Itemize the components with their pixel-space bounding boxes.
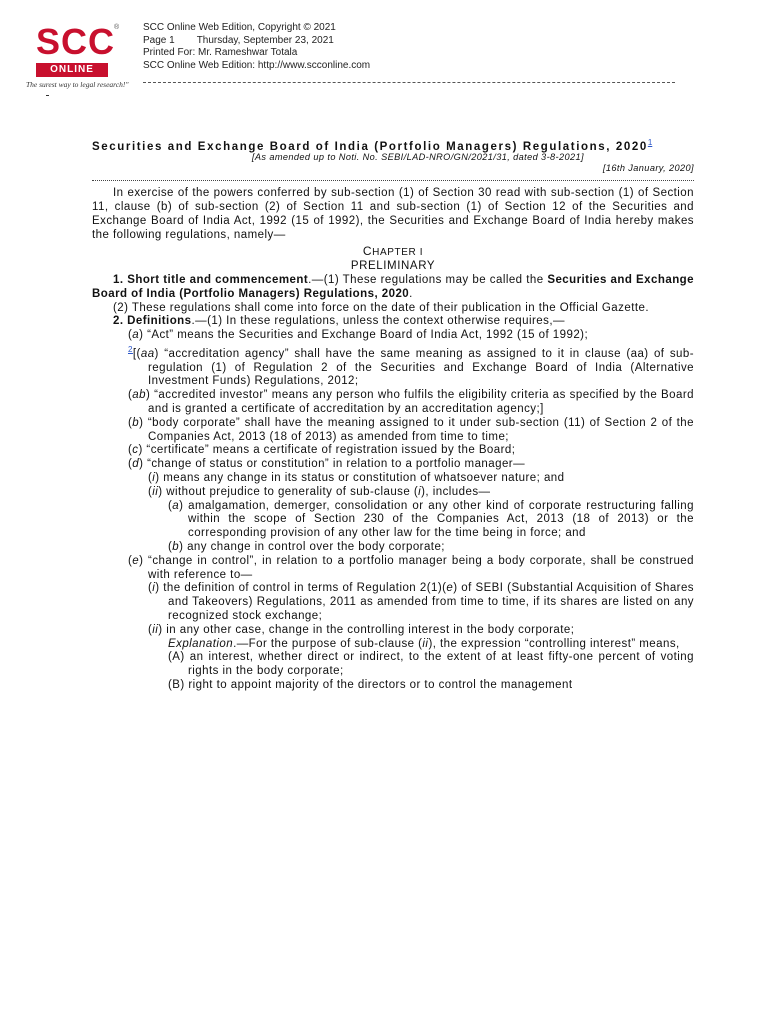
logo-registered-mark: ® (114, 24, 120, 31)
clause-d-ii-b: (b) any change in control over the body corporate; (168, 540, 445, 553)
clause-e-ii: (ii) in any other case, change in the controlling interest in the body corporate; (148, 623, 575, 636)
document-body (92, 136, 694, 693)
clause-e-i: (i) the definition of control in terms of Regulation 2(1)(e) of SEBI (Substantial Acquisition of Shares and Takeovers) Regulations, 2011 as amended from time to time, if its shares are listed on any recognized stock exchange; (148, 582, 694, 622)
clause-d-ii: (ii) without prejudice to generality of sub-clause (i), includes— (148, 485, 491, 498)
chapter-heading: PRELIMINARY (350, 260, 436, 273)
clause-c: (c) “certificate” means a certificate of registration issued by the Board; (128, 444, 516, 457)
explanation-item-a: (A) an interest, whether direct or indirect, to the extent of at least fifty-one percent of voting rights in the body corporate; (168, 651, 694, 678)
scc-online-logo (26, 22, 130, 94)
section-1-sub-2: (2) These regulations shall come into force on the date of their publication in the Official Gazette. (113, 301, 649, 314)
preamble: In exercise of the powers conferred by sub-section (1) of Section 30 read with sub-section (1) of Section 11, clause (b) of sub-section (2) of Section 11 and sub-section (1) of Section 12 of the Securities and Exchange Board of India Act, 1992 (15 of 1992), the Securities and Exchange Board of India hereby makes the following regulations, namely— (92, 187, 694, 241)
explanation-item-b: (B) right to appoint majority of the directors or to control the management (168, 678, 573, 691)
section-2-heading: 2. Definitions (113, 315, 192, 328)
logo-tagline: The surest way to legal research!" (26, 80, 129, 89)
copyright-line: SCC Online Web Edition, Copyright © 2021 (143, 22, 336, 33)
clause-b: (b) “body corporate” shall have the meaning assigned to it under sub-section (11) of Section 2 of the Companies Act, 2013 (18 of 2013) as amended from time to time; (128, 416, 694, 443)
web-edition-line: SCC Online Web Edition: http://www.scconline.com (143, 59, 371, 71)
clause-d-i: (i) means any change in its status or constitution of whatsoever nature; and (148, 471, 565, 484)
clause-a: (a) “Act” means the Securities and Exchange Board of India Act, 1992 (15 of 1992); (128, 329, 589, 342)
print-header (143, 22, 370, 72)
clause-aa: $^2$[(aa) “accreditation agency” shall have the same meaning as assigned to it in clause (aa) of sub-regulation (1) of Regulation 2 of the Securities and Exchange Board of India (Alternative Investment Funds) Regulations, 2012; (128, 344, 694, 388)
print-date: Thursday, September 23, 2021 (196, 34, 334, 46)
page-number: Page 1 (143, 34, 175, 46)
section-2: 2. Definitions.—(1) In these regulations, unless the context otherwise requires,— (113, 315, 565, 328)
chapter-label: CHAPTER I (362, 244, 424, 259)
clause-d-ii-a: (a) amalgamation, demerger, consolidation or any other kind of corporate restructuring falling within the scope of Section 230 of the Companies Act, 2013 (18 of 2013) or the corresponding provision of any other law for the time being in force; and (168, 499, 694, 540)
page-line (143, 35, 370, 48)
margin-mark (46, 95, 49, 96)
footnote-2-link[interactable]: 2 (128, 344, 133, 354)
regulation-date: [16th January, 2020] (602, 163, 694, 174)
explanation: Explanation.—For the purpose of sub-clause (ii), the expression “controlling interest” means, (168, 637, 680, 650)
amendment-note: [As amended up to Noti. No. SEBI/LAD-NRO/GN/2021/31, dated 3-8-2021] (251, 151, 584, 162)
dotted-separator (92, 180, 694, 181)
header-divider (143, 82, 675, 83)
printed-for-line: Printed For: Mr. Rameshwar Totala (143, 47, 298, 58)
section-1-bold-title: Securities and Exchange Board of India (Portfolio Managers) Regulations, 2020 (92, 274, 694, 300)
logo-text: SCC (36, 21, 116, 62)
section-1-heading: 1. Short title and commencement (113, 274, 309, 286)
title-footnote-link[interactable]: 1 (647, 138, 653, 147)
title-text: Securities and Exchange Board of India (Portfolio Managers) Regulations, 2020 (92, 140, 648, 153)
clause-ab: (ab) “accredited investor” means any person who fulfils the eligibility criteria as specified by the Board and is granted a certificate of accreditation by an accreditation agency;] (128, 389, 694, 415)
clause-e: (e) “change in control”, in relation to a portfolio manager being a body corporate, shall be construed with reference to— (128, 554, 694, 581)
section-1: 1. Short title and commencement.—(1) These regulations may be called the Securities and Exchange Board of India (Portfolio Managers) Regulations, 2020. (92, 274, 694, 300)
logo-subtitle: ONLINE (36, 63, 108, 77)
clause-d: (d) “change of status or constitution” in relation to a portfolio manager— (128, 458, 526, 471)
